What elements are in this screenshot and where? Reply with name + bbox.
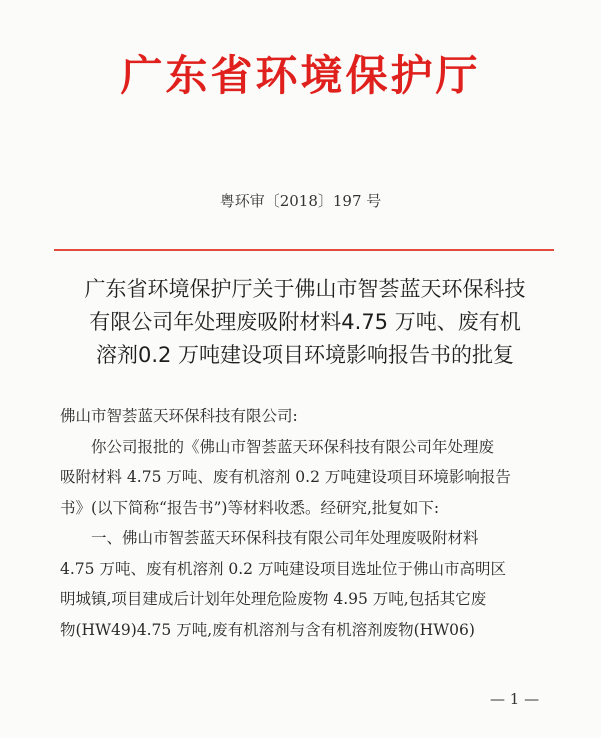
body-line: 明城镇,项目建成后计划年处理危险废物 4.95 万吨,包括其它废: [60, 590, 487, 608]
body-line: 你公司报批的《佛山市智荟蓝天环保科技有限公司年处理废: [91, 437, 495, 456]
agency-header: 广东省环境保护厅: [120, 51, 481, 100]
body-line: 书》(以下简称“报告书”)等材料收悉。经研究,批复如下:: [60, 498, 440, 517]
body-line: 物(HW49)4.75 万吨,废有机溶剂与含有机溶剂废物(HW06): [60, 620, 475, 639]
addressee: 佛山市智荟蓝天环保科技有限公司:: [60, 407, 298, 425]
body-line: 一、佛山市智荟蓝天环保科技有限公司年处理废吸附材料: [91, 529, 479, 547]
document-body: [60, 401, 570, 645]
title-line: 溶剂0.2 万吨建设项目环境影响报告书的批复: [95, 343, 515, 367]
page-number: — 1 —: [490, 690, 540, 708]
body-line: 4.75 万吨、废有机溶剂 0.2 万吨建设项目选址位于佛山市高明区: [60, 559, 506, 578]
document-number: 粤环审〔2018〕197 号: [219, 192, 382, 210]
body-line: 吸附材料 4.75 万吨、废有机溶剂 0.2 万吨建设项目环境影响报告: [60, 468, 511, 486]
title-line: 广东省环境保护厅关于佛山市智荟蓝天环保科技: [84, 277, 526, 301]
title-line: 有限公司年处理废吸附材料4.75 万吨、废有机: [89, 310, 521, 334]
document-title: [50, 273, 560, 372]
red-divider-line: [54, 249, 554, 251]
